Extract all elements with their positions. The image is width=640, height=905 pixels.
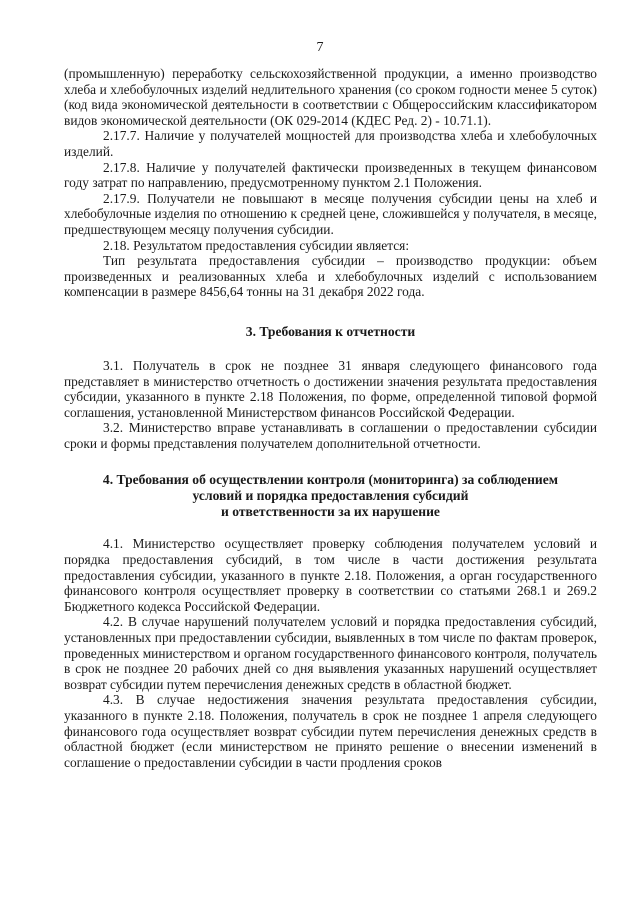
page-number: 7 <box>316 40 324 55</box>
paragraph-4-2: 4.2. В случае нарушений получателем условий и порядка предоставления субсидий, установленных при предоставлении субсидии, выявленных в том числе по фактам проверок, проведенных министерством и органом государственного финансового контроля, получатель в срок не позднее 20 рабочих дней со дня выявления указанных нарушений осуществляет возврат субсидии путем перечисления денежных средств в областной бюджет. <box>64 614 597 692</box>
paragraph-2-17-9: 2.17.9. Получатели не повышают в месяце получения субсидии цены на хлеб и хлебобулочные изделия по отношению к средней цене, сложившейся у получателя, в месяце, предшествующем месяцу получения субсидии. <box>64 190 597 237</box>
document-body <box>64 66 597 770</box>
paragraph-2-18: 2.18. Результатом предоставления субсидии является: <box>103 237 410 253</box>
paragraph-3-1: 3.1. Получатель в срок не позднее 31 января следующего финансового года представляет в министерство отчетность о достижении значения результата предоставления субсидии, указанного в пункте 2.18 Положения, по форме, определенной типовой формой соглашения, установленной Министерством финансов Российской Федерации. <box>64 357 597 420</box>
paragraph-continuation: (промышленную) переработку сельскохозяйственной продукции, а именно производство хлеба и хлебобулочных изделий недлительного хранения (со сроком годности менее 5 суток) (код вида экономической деятельности в соответствии с Общероссийским классификатором видов экономической деятельности (ОК 029-2014 (КДЕС Ред. 2) - 10.71.1). <box>64 66 597 128</box>
section-3-heading: 3. Требования к отчетности <box>245 323 416 339</box>
paragraph-2-17-7: 2.17.7. Наличие у получателей мощностей для производства хлеба и хлебобулочных изделий. <box>64 128 597 159</box>
section-4-heading-line-3: и ответственности за их нарушение <box>221 504 440 520</box>
paragraph-2-18-result-type: Тип результата предоставления субсидии – производство продукции: объем произведенных и реализованных хлеба и хлебобулочных изделий с использованием компенсации в размере 8456,64 тонны на 31 декабря 2022 года. <box>64 253 597 300</box>
paragraph-3-2: 3.2. Министерство вправе устанавливать в соглашении о предоставлении субсидии сроки и формы представления получателем дополнительной отчетности. <box>64 420 597 451</box>
paragraph-4-3: 4.3. В случае недостижения значения результата предоставления субсидии, указанного в пункте 2.18. Положения, получатель в срок не позднее 1 апреля следующего финансового года осуществляет возврат субсидии путем перечисления денежных средств в областной бюджет (если министерством не принято решение о внесении изменений в соглашение о предоставлении субсидии в части продления сроков <box>64 692 597 770</box>
section-4-heading-line-1: 4. Требования об осуществлении контроля (мониторинга) за соблюдением <box>102 472 559 488</box>
paragraph-2-17-8: 2.17.8. Наличие у получателей фактически произведенных в текущем финансовом году затрат по направлению, предусмотренному пунктом 2.1 Положения. <box>64 159 597 191</box>
section-4-heading <box>64 472 597 520</box>
paragraph-4-1: 4.1. Министерство осуществляет проверку соблюдения получателем условий и порядка предоставления субсидий, в том числе в части достижения результата предоставления субсидии, указанного в пункте 2.18. Положения, а орган государственного финансового контроля осуществляет проверку в соответствии со статьями 268.1 и 269.2 Бюджетного кодекса Российской Федерации. <box>64 536 597 614</box>
section-4-heading-line-2: условий и порядка предоставления субсидий <box>192 488 469 504</box>
